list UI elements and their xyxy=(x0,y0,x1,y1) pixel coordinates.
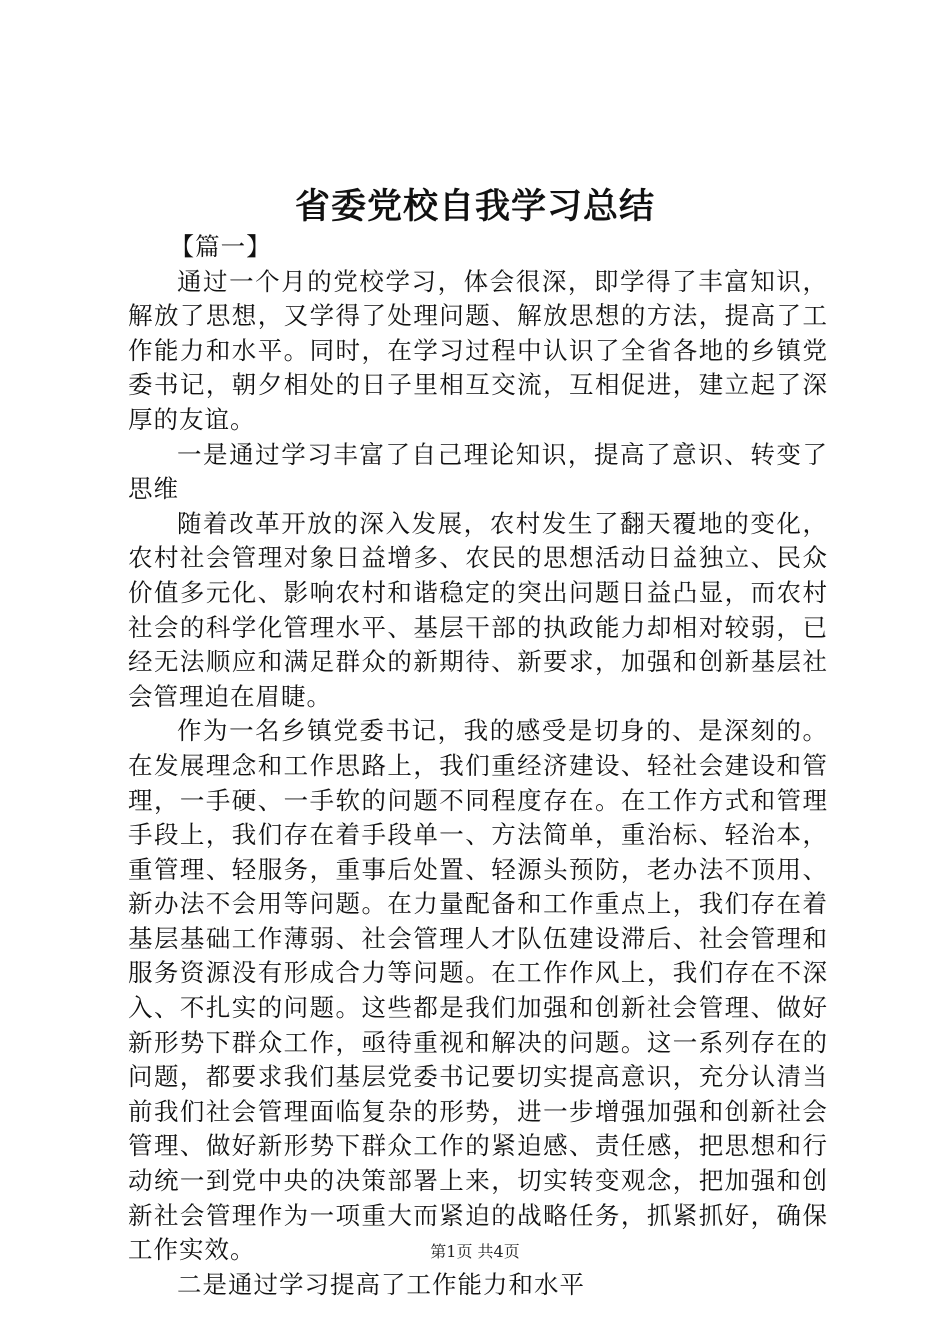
paragraph-heading-two: 二是通过学习提高了工作能力和水平 xyxy=(177,1269,585,1299)
paragraph-reflection: 作为一名乡镇党委书记，我的感受是切身的、是深刻的。在发展理念和工作思路上，我们重经济建设、轻社会建设和管理，一手硬、一手软的问题不同程度存在。在工作方式和管理手段上，我们存在着手段单一、方法简单，重治标、轻治本，重管理、轻服务，重事后处置、轻源头预防，老办法不顶用、新办法不会用等问题。在力量配备和工作重点上，我们存在着基层基础工作薄弱、社会管理人才队伍建设滞后、社会管理和服务资源没有形成合力等问题。在工作作风上，我们存在不深入、不扎实的问题。这些都是我们加强和创新社会管理、做好新形势下群众工作，亟待重视和解决的问题。这一系列存在的问题，都要求我们基层党委书记要切实提高意识，充分认清当前我们社会管理面临复杂的形势，进一步增强加强和创新社会管理、做好新形势下群众工作的紧迫感、责任感，把思想和行动统一到党中央的决策部署上来，切实转变观念，把加强和创新社会管理作为一项重大而紧迫的战略任务，抓紧抓好，确保工作实效。 xyxy=(128,716,828,1265)
document-body xyxy=(128,230,828,1302)
paragraph-background: 随着改革开放的深入发展，农村发生了翻天覆地的变化，农村社会管理对象日益增多、农民的思想活动日益独立、民众价值多元化、影响农村和谐稳定的突出问题日益凸显，而农村社会的科学化管理水平、基层干部的执政能力却相对较弱，已经无法顺应和满足群众的新期待、新要求，加强和创新基层社会管理迫在眉睫。 xyxy=(128,508,828,711)
document-title: 省委党校自我学习总结 xyxy=(294,186,655,227)
section-tag: 【篇一】 xyxy=(169,232,272,261)
paragraph-intro: 通过一个月的党校学习，体会很深，即学得了丰富知识，解放了思想，又学得了处理问题、解放思想的方法，提高了工作能力和水平。同时，在学习过程中认识了全省各地的乡镇党委书记，朝夕相处的日子里相互交流，互相促进，建立起了深厚的友谊。 xyxy=(128,266,828,434)
page-number: 第1页 共4页 xyxy=(430,1242,520,1261)
paragraph-heading-one: 一是通过学习丰富了自己理论知识，提高了意识、转变了思维 xyxy=(128,439,828,504)
